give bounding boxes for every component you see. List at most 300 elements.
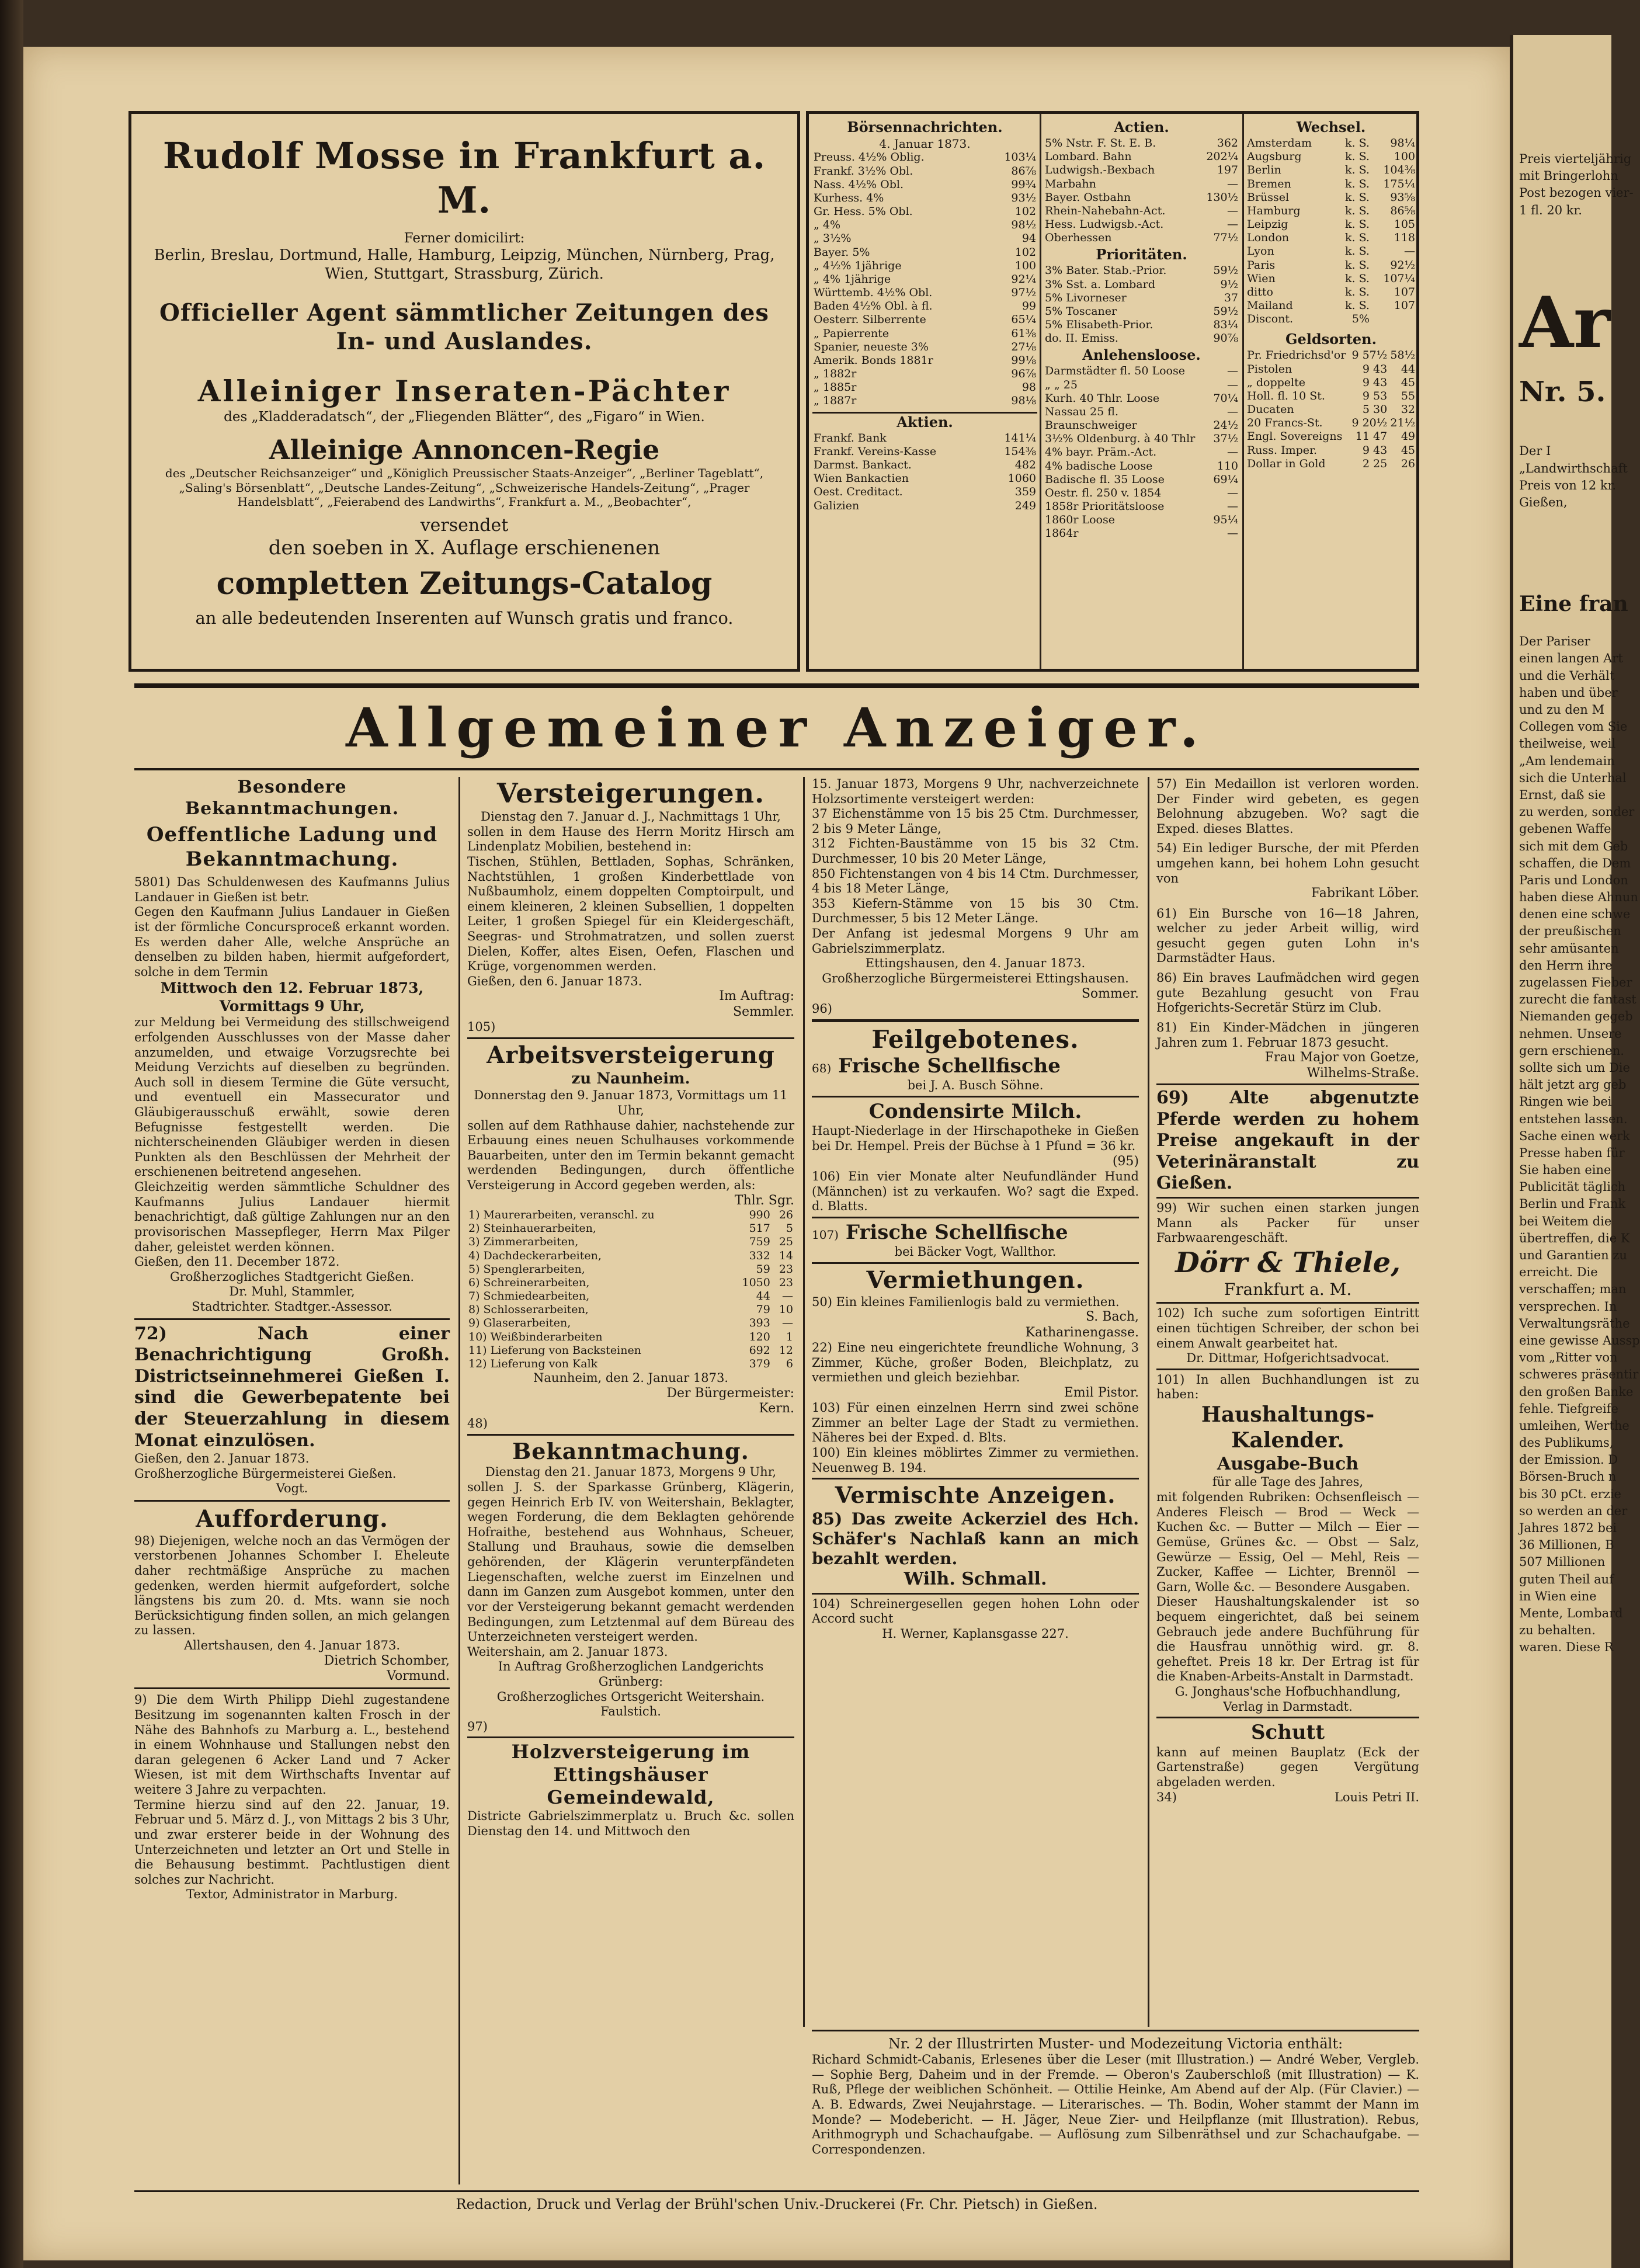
wechsel-cell: 105 <box>1394 218 1415 231</box>
prio-row <box>1044 318 1239 332</box>
adjacent-line: erreicht. Die <box>1519 1265 1598 1280</box>
wechsel-cell: k. S. <box>1344 177 1370 190</box>
adjacent-line: 507 Millionen <box>1519 1555 1606 1569</box>
boerse-row <box>812 218 1037 232</box>
anleh-cell: — <box>1227 405 1238 418</box>
hirsch-place: Gießen, den 6. Januar 1873. <box>467 974 642 988</box>
holz-sign: Großherzogliche Bürgermeisterei Ettingshausen. <box>822 971 1129 985</box>
geld-cell: 11 47 <box>1355 430 1388 443</box>
adjacent-line: eine gewisse Aussp <box>1519 1333 1640 1347</box>
holz-items <box>812 807 1139 926</box>
kalender-intro: 101) In allen Buchhandlungen ist zu haben: <box>1156 1372 1419 1402</box>
wechsel-cell: k. S. <box>1344 245 1370 258</box>
boerse-row <box>812 367 1037 381</box>
geld-cell: 58½ <box>1390 349 1415 362</box>
adjacent-line: den großen Banke <box>1519 1384 1634 1399</box>
holz-continued: 15. Januar 1873, Morgens 9 Uhr, nachverzeichnete Holzsortimente versteigert werden: <box>812 777 1139 806</box>
aktien2-cell: Marbahn <box>1045 177 1096 190</box>
bekannt-auftrag: In Auftrag Großherzoglichen Landgerichts Grünberg: <box>498 1659 764 1689</box>
anleh-row <box>1044 460 1239 473</box>
hirsch-intro: sollen in dem Hause des Herrn Moritz Hirsch am Lindenplatz Mobilien, bestehend in: <box>467 824 794 854</box>
arbeit-cell: 1) Maurerarbeiten, veranschl. zu <box>468 1208 655 1221</box>
geld-cell: 26 <box>1401 457 1415 470</box>
holz-place: Ettingshausen, den 4. Januar 1873. <box>865 956 1086 971</box>
aktien2-title: Actien. <box>1114 119 1169 136</box>
geld-cell: Ducaten <box>1247 403 1294 416</box>
boerse-cell: 96⅞ <box>1011 367 1036 381</box>
mosse-auflage: den soeben in X. Auflage erschienenen <box>268 536 661 560</box>
wechsel-row <box>1246 245 1416 258</box>
geld-cell: 5 30 <box>1362 403 1388 416</box>
geld-cell: 44 <box>1401 362 1415 376</box>
adjacent-line: sollte sich um Die <box>1519 1060 1630 1075</box>
arbeit-number: 48) <box>467 1416 488 1431</box>
adjacent-line: so werden an der <box>1519 1503 1628 1518</box>
prio-cell: 59½ <box>1213 264 1238 277</box>
boerse-aktien-title: Aktien. <box>812 412 1037 430</box>
arbeit-heading: Arbeitsversteigerung <box>487 1041 775 1069</box>
pistor-ad: 22) Eine neu eingerichtete freundliche Wohnung, 3 Zimmer, Küche, großer Boden, Bleichplatz, zu vermiethen und gleich beziehbar. <box>812 1340 1139 1385</box>
aktien2-cell: Rhein-Nahebahn-Act. <box>1045 204 1166 217</box>
aktien2-table <box>1044 137 1239 245</box>
arbeit-cell: 23 <box>779 1262 793 1276</box>
geld-row <box>1246 390 1416 403</box>
doerr-thiele-place: Frankfurt a. M. <box>1224 1280 1352 1300</box>
wechsel-cell: — <box>1404 245 1415 258</box>
kalender-body: Dieser Haushaltungskalender ist so bequem eingerichtet, daß bei seinem Gebrauch jede andere Buchführung für die Hausfrau unnöthig wird. gr. 8. geheftet. Preis 18 kr. Der Ertrag ist für die Knaben-Arbeits-Anstalt in Darmstadt. <box>1156 1595 1419 1684</box>
prio-cell: 3% Bater. Stab.-Prior. <box>1045 264 1167 277</box>
schaefer-name: Wilh. Schmall. <box>904 1569 1047 1590</box>
anleh-cell: 70¼ <box>1213 391 1238 405</box>
aktien2-row <box>1044 204 1239 218</box>
adjacent-line: bei Weitem die <box>1519 1214 1612 1228</box>
boerse-cell: 65¼ <box>1011 313 1036 327</box>
aufforderung-body: 98) Diejenigen, welche noch an das Vermögen der verstorbenen Johannes Schomber I. Eheleute daher rechtmäßige Ansprüche zu machen gedenken, werden hiermit aufgefordert, solche längstens bis zum 20. d. Mts. wann sie noch Berücksichtigung finden sollen, an mich gelangen zu lassen. <box>134 1533 450 1638</box>
kindermaedchen-ad: 81) Ein Kinder-Mädchen in jüngeren Jahren zum 1. Februar 1873 gesucht. <box>1156 1020 1419 1050</box>
wechsel-cell: 107 <box>1394 285 1415 298</box>
pferde-ad: 69) Alte abgenutzte Pferde werden zu hohem Preise angekauft in der Veterinäranstalt zu Gießen. <box>1156 1087 1419 1194</box>
adjacent-price-4: 1 fl. 20 kr. <box>1519 203 1582 217</box>
arbeit-cell: 5) Spenglerarbeiten, <box>468 1262 585 1276</box>
aktien2-cell: Lombard. Bahn <box>1045 150 1132 164</box>
arbeit-cell: — <box>782 1290 793 1303</box>
prio-cell: 37 <box>1224 291 1238 304</box>
arbeit-cell: 12) Lieferung von Kalk <box>468 1357 598 1370</box>
kalender-subtitle: Ausgabe-Buch <box>1217 1453 1359 1474</box>
schellfisch-vendor: bei J. A. Busch Söhne. <box>907 1078 1044 1093</box>
holz-item: 850 Fichtenstangen von 4 bis 14 Ctm. Durchmesser, 4 bis 18 Meter Länge, <box>812 866 1139 896</box>
arbeit-cell: 44 <box>756 1290 770 1303</box>
geld-cell: Dollar in Gold <box>1247 457 1326 470</box>
werner-name: H. Werner, Kaplansgasse 227. <box>882 1626 1069 1641</box>
wechsel-cell: 93⅝ <box>1390 190 1415 204</box>
adjacent-line: zu werden, sonder <box>1519 805 1635 819</box>
landauer-place: Gießen, den 11. December 1872. <box>134 1255 340 1269</box>
anleh-cell: 24½ <box>1213 419 1238 432</box>
boerse-title: Börsennachrichten. <box>847 119 1003 136</box>
boerse-aktien-cell: Galizien <box>814 499 860 512</box>
header-rule-top <box>134 683 1419 688</box>
wechsel-cell: Discont. <box>1247 312 1294 326</box>
boerse-cell: „ 4% <box>814 218 841 232</box>
geld-cell: 20 Francs-St. <box>1247 416 1323 430</box>
wechsel-cell: k. S. <box>1344 137 1370 150</box>
schellfisch-ad: Frische Schellfische <box>838 1054 1061 1078</box>
anleh-row <box>1044 500 1239 513</box>
mosse-domicile-label: Ferner domicilirt: <box>404 231 525 246</box>
boerse-cell: 99 <box>1021 300 1036 313</box>
adjacent-t2: „Landwirthschaft <box>1519 461 1628 475</box>
bekannt-ortsgericht: Großherzogliches Ortsgericht Weitershain. <box>496 1689 765 1704</box>
geld-title: Geldsorten. <box>1285 331 1377 348</box>
prio-cell: 5% Toscaner <box>1045 304 1117 318</box>
boerse-row <box>812 151 1037 164</box>
adjacent-line: „Am lendemain <box>1519 753 1615 768</box>
boerse-aktien-cell: Frankf. Bank <box>814 431 887 444</box>
mosse-agent: Officieller Agent sämmtlicher Zeitungen des In- und Auslandes. <box>159 298 769 355</box>
landauer-intro: Das Schuldenwesen des Kaufmanns Julius Landauer in Gießen ist betr. <box>134 875 450 904</box>
arbeit-cell: 393 <box>749 1317 770 1330</box>
bekannt-heading: Bekanntmachung. <box>512 1438 749 1465</box>
wechsel-cell: k. S. <box>1344 218 1370 231</box>
landauer-date: Mittwoch den 12. Februar 1873, Vormittags 9 Uhr, <box>160 980 424 1015</box>
arbeit-cell: 759 <box>749 1235 770 1249</box>
moebl-ad: 100) Ein kleines möblirtes Zimmer zu vermiethen. Neuenweg B. 194. <box>812 1446 1139 1475</box>
mosse-catalog: completten Zeitungs-Catalog <box>216 565 713 602</box>
arbeit-row <box>467 1235 794 1249</box>
geld-cell: Pistolen <box>1247 362 1292 376</box>
prio-title: Prioritäten. <box>1096 246 1187 263</box>
anleh-table <box>1044 364 1239 540</box>
boerse-cell: „ 1885r <box>814 381 857 394</box>
adjacent-line: den Herrn ihre <box>1519 958 1613 973</box>
boerse-row <box>812 192 1037 205</box>
section-heading: Besondere Bekanntmachungen. <box>185 777 399 819</box>
aktien-column <box>1044 117 1239 666</box>
anleh-cell: — <box>1227 486 1238 499</box>
boerse-cell: Preuss. 4½% Oblig. <box>814 151 925 164</box>
bekannt-date: Dienstag den 21. Januar 1873, Morgens 9 Uhr, <box>485 1465 777 1479</box>
aufforderung-place: Allertshausen, den 4. Januar 1873. <box>183 1638 401 1653</box>
boerse-row <box>812 394 1037 408</box>
boerse-aktien-row <box>812 499 1037 513</box>
wechsel-row <box>1246 286 1416 299</box>
bekannt-number: 97) <box>467 1719 488 1734</box>
boerse-row <box>812 286 1037 300</box>
arbeit-table <box>467 1208 794 1371</box>
wechsel-cell: ditto <box>1247 285 1273 298</box>
anleh-row <box>1044 378 1239 392</box>
arbeit-cell: 120 <box>749 1330 770 1343</box>
hund-ad: 106) Ein vier Monate alter Neufundländer Hund (Männchen) ist zu verkaufen. Wo? sagt die Exped. d. Blatts. <box>812 1169 1139 1214</box>
wechsel-cell: k. S. <box>1344 272 1370 285</box>
kindermaedchen-sign: Frau Major von Goetze, <box>1264 1050 1419 1065</box>
landauer-body: Gegen den Kaufmann Julius Landauer in Gießen ist der förmliche Concursproceß erkannt worden. Es werden daher Alle, welche Ansprüche an denselben zu bilden haben, hiermit aufgefordert, solche in dem Termin <box>134 905 450 979</box>
boerse-cell: 102 <box>1014 205 1036 218</box>
arbeit-row <box>467 1263 794 1276</box>
aktien2-cell: Oberhessen <box>1045 231 1112 245</box>
schaefer-ad: 85) Das zweite Ackerziel des Hch. Schäfer's Nachlaß kann an mich bezahlt werden. <box>812 1509 1139 1568</box>
bach-street: Katharinengasse. <box>1025 1325 1139 1340</box>
wechsel-column <box>1246 117 1416 666</box>
diehl-sign: Textor, Administrator in Marburg. <box>186 1887 398 1902</box>
holz-start: Der Anfang ist jedesmal Morgens 9 Uhr am Gabrielszimmerplatz. <box>812 926 1139 956</box>
arbeit-row <box>467 1331 794 1344</box>
adjacent-line: Paris und London <box>1519 873 1628 887</box>
arbeit-cell: 12 <box>779 1343 793 1357</box>
prio-cell: 5% Elisabeth-Prior. <box>1045 318 1153 332</box>
anleh-row <box>1044 473 1239 487</box>
aktien2-row <box>1044 164 1239 177</box>
adjacent-line: zurecht die fantast <box>1519 992 1636 1007</box>
victoria-notice <box>812 2036 1419 2187</box>
arbeit-cell: 9) Glaserarbeiten, <box>468 1317 571 1330</box>
aktien2-cell: 197 <box>1217 164 1238 177</box>
zimmer-ad: 103) Für einen einzelnen Herrn sind zwei schöne Zimmer an belter Lage der Stadt zu vermiethen. Näheres bei der Exped. d. Blts. <box>812 1401 1139 1445</box>
adjacent-line: Jahres 1872 bei <box>1519 1521 1617 1536</box>
boerse-table <box>812 151 1037 408</box>
aufforderung-heading: Aufforderung. <box>196 1505 388 1533</box>
wechsel-cell: Paris <box>1247 258 1276 272</box>
boerse-aktien-cell: Oest. Creditact. <box>814 485 903 499</box>
geld-row <box>1246 444 1416 457</box>
adjacent-line: waren. Diese R <box>1519 1640 1614 1655</box>
mosse-title: Rudolf Mosse in Frankfurt a. M. <box>162 134 766 221</box>
boerse-row <box>812 273 1037 286</box>
hirsch-auftrag: Im Auftrag: <box>719 989 794 1004</box>
arbeit-cell: 332 <box>749 1249 770 1262</box>
geld-cell: 45 <box>1401 376 1415 389</box>
arbeit-sign-title: Der Bürgermeister: <box>666 1385 794 1401</box>
milch-number: (95) <box>1112 1154 1139 1169</box>
adjacent-line: Börsen-Bruch n <box>1519 1470 1617 1484</box>
prio-cell: 90⅞ <box>1213 332 1238 345</box>
aktien2-cell: 77½ <box>1213 231 1238 245</box>
boerse-cell: „ 4% 1jährige <box>814 272 891 286</box>
aufforderung-role: Vormund. <box>387 1669 450 1684</box>
boerse-row <box>812 313 1037 327</box>
aktien2-cell: — <box>1227 218 1238 231</box>
anleh-cell: Badische fl. 35 Loose <box>1045 473 1165 486</box>
laufmaedchen-ad: 86) Ein braves Laufmädchen wird gegen gute Bezahlung gesucht von Frau Hofgerichts-Secretär Stürz im Club. <box>1156 971 1419 1015</box>
prio-row <box>1044 332 1239 345</box>
wechsel-cell: k. S. <box>1344 164 1370 177</box>
boerse-cell: „ 1887r <box>814 394 857 408</box>
geld-cell: „ doppelte <box>1247 376 1306 389</box>
arbeit-place: zu Naunheim. <box>571 1069 690 1088</box>
milch-body: Haupt-Niederlage in der Hirschapotheke in Gießen bei Dr. Hempel. Preis der Büchse à 1 Pfund = 36 kr. <box>812 1124 1139 1153</box>
anleh-cell: 4% badische Loose <box>1045 459 1153 473</box>
geld-cell: 9 20½ <box>1351 416 1388 430</box>
vermiethungen-heading: Vermiethungen. <box>866 1266 1085 1294</box>
wechsel-cell: k. S. <box>1344 190 1370 204</box>
arbeit-cell: 11) Lieferung von Backsteinen <box>468 1343 641 1357</box>
wechsel-row <box>1246 218 1416 231</box>
holz-number: 96) <box>812 1001 832 1016</box>
arbeit-cell: 7) Schmiedearbeiten, <box>468 1290 590 1303</box>
kalender-sign: G. Jonghaus'sche Hofbuchhandlung, Verlag in Darmstadt. <box>1175 1684 1401 1714</box>
kalender-fuer: für alle Tage des Jahres, <box>1212 1475 1364 1489</box>
arbeit-row <box>467 1317 794 1330</box>
arbeit-cell: 1 <box>786 1330 793 1343</box>
aktien2-cell: Bayer. Ostbahn <box>1045 190 1131 204</box>
adjacent-line: des Publikums, <box>1519 1436 1614 1450</box>
boerse-cell: 100 <box>1014 259 1036 272</box>
column-1 <box>134 777 450 2184</box>
aktien2-cell: 130½ <box>1206 190 1238 204</box>
anleh-row <box>1044 392 1239 405</box>
boerse-cell: Gr. Hess. 5% Obl. <box>814 205 913 218</box>
schutt-body: kann auf meinen Bauplatz (Eck der Gartenstraße) gegen Vergütung abgeladen werden. <box>1156 1745 1419 1789</box>
adjacent-line: guten Theil auf <box>1519 1572 1614 1586</box>
boerse-row <box>812 232 1037 245</box>
mosse-regie: Alleinige Annoncen-Regie <box>269 434 660 466</box>
schreiber-ad: 102) Ich suche zum sofortigen Eintritt einen tüchtigen Schreiber, der schon bei einem Anwalt gearbeitet hat. <box>1156 1306 1419 1350</box>
aktien2-cell: Ludwigsh.-Bexbach <box>1045 164 1155 177</box>
aktien2-cell: Hess. Ludwigsb.-Act. <box>1045 218 1164 231</box>
adjacent-line: gern erschienen. <box>1519 1043 1624 1058</box>
bach-name: S. Bach, <box>1085 1310 1139 1325</box>
boerse-cell: „ Papierrente <box>814 327 890 340</box>
anleh-cell: 1864r <box>1045 527 1079 540</box>
adjacent-line: umleihen, Werthe <box>1519 1418 1629 1433</box>
holz-item: 37 Eichenstämme von 15 bis 25 Ctm. Durchmesser, 2 bis 9 Meter Länge, <box>812 807 1139 836</box>
arbeit-cell: 59 <box>756 1262 770 1276</box>
boerse-cell: 99⅛ <box>1011 353 1036 367</box>
gewerbepatente-name: Vogt. <box>276 1481 308 1496</box>
boerse-aktien-cell: 249 <box>1014 499 1036 512</box>
anleh-row <box>1044 432 1239 446</box>
victoria-body: Richard Schmidt-Cabanis, Erlesenes über die Leser (mit Illustration.) — André Weber, Vergleb. — Sophie Berg, Daheim und in der Fremde. — Oberon's Zauberschloß (mit Illustration) — K. Ruß, Pflege der weiblichen Schönheit. — Ottilie Heinke, Am Abend auf der Alp. (Für Clavier.) — A. B. Edwards, Zwei Neujahrstage. — Literarisches. — Th. Bodin, Woher stammt der Mann im Monde? — Modebericht. — H. Jäger, Neue Zier- und Heilpflanze (mit Illustration). Rebus, Arithmogryph und Schachaufgabe. — Auflösung zum Silbenräthsel und zur Schachaufgabe. — Correspondenzen. <box>812 2052 1419 2156</box>
schutt-sign: Louis Petri II. <box>1334 1790 1419 1804</box>
anleh-row <box>1044 487 1239 500</box>
holz-item: 353 Kiefern-Stämme von 15 bis 30 Ctm. Durchmesser, 5 bis 12 Meter Länge. <box>812 896 1139 926</box>
ladung-heading: Oeffentliche Ladung und Bekanntmachung. <box>146 823 438 871</box>
geld-cell: 55 <box>1401 389 1415 402</box>
bekannt-name: Faulstich. <box>600 1704 661 1719</box>
adjacent-text-lines <box>1519 634 1640 1655</box>
bekannt-place: Weitershain, am 2. Januar 1873. <box>467 1644 668 1659</box>
arbeit-cell: 692 <box>749 1343 770 1357</box>
boerse-aktien-row <box>812 432 1037 445</box>
boerse-cell: Nass. 4½% Obl. <box>814 178 904 191</box>
aktien2-row <box>1044 137 1239 150</box>
adjacent-line: Niemanden gegeb <box>1519 1009 1633 1024</box>
medaillon-ad: 57) Ein Medaillon ist verloren worden. Der Finder wird gebeten, es gegen Belohnung abzugeben. Wo? sagt die Exped. dieses Blattes. <box>1156 777 1419 836</box>
anleh-cell: 1860r Loose <box>1045 513 1115 527</box>
adjacent-line: Der Pariser <box>1519 634 1590 649</box>
geld-cell: 9 53 <box>1362 389 1388 402</box>
aktien2-cell: 5% Nstr. F. St. E. B. <box>1045 137 1156 150</box>
adjacent-line: haben und über <box>1519 685 1618 700</box>
schreiber-sign: Dr. Dittmar, Hofgerichtsadvocat. <box>1186 1351 1389 1366</box>
adjacent-line: entstehen lassen. <box>1519 1112 1628 1126</box>
anleh-cell: 1858r Prioritätsloose <box>1045 500 1165 513</box>
boerse-cell: 98 <box>1021 381 1036 394</box>
wechsel-cell: k. S. <box>1344 204 1370 217</box>
adjacent-line: verschaffen; man <box>1519 1282 1627 1297</box>
wechsel-row <box>1246 150 1416 164</box>
boerse-aktien-cell: Frankf. Vereins-Kasse <box>814 444 937 458</box>
adjacent-line: schweres präsentir <box>1519 1367 1639 1382</box>
holz-intro: Districte Gabrielszimmerplatz u. Bruch &c. sollen Dienstag den 14. und Mittwoch den <box>467 1809 794 1839</box>
landauer-body-3: Gleichzeitig werden sämmtliche Schuldner des Kaufmanns Julius Landauer hiermit benachrichtigt, daß gültige Zahlungen nur an den provisorischen Massepfleger, Herrn Max Pilger daher, geleistet werden können. <box>134 1180 450 1254</box>
boerse-cell: 61⅜ <box>1011 327 1036 340</box>
schutt-number: 34) <box>1156 1790 1177 1804</box>
boerse-cell: Amerik. Bonds 1881r <box>814 353 933 367</box>
schellfisch2-ad: Frische Schellfische <box>845 1220 1068 1244</box>
boerse-cell: 86⅞ <box>1011 164 1036 178</box>
boerse-aktien-table <box>812 432 1037 513</box>
packer-ad: 99) Wir suchen einen starken jungen Mann als Packer für unser Farbwaarengeschäft. <box>1156 1200 1419 1245</box>
adjacent-line: übertreffen, die K <box>1519 1231 1630 1245</box>
wechsel-cell: k. S. <box>1344 150 1370 164</box>
adjacent-line: denen eine schwe <box>1519 907 1631 922</box>
boerse-aktien-row <box>812 459 1037 472</box>
prio-cell: 3% Sst. a. Lombard <box>1045 277 1155 291</box>
wechsel-cell: Brüssel <box>1247 190 1290 204</box>
hirsch-number: 105) <box>467 1020 496 1034</box>
anleh-cell: 69¼ <box>1213 473 1238 486</box>
boerse-row <box>812 354 1037 367</box>
adjacent-t1: Der I <box>1519 444 1551 459</box>
anleh-cell: 95¼ <box>1213 513 1238 527</box>
boerse-cell: Bayer. 5% <box>814 245 870 259</box>
adjacent-line: der preußischen <box>1519 924 1621 939</box>
header-rule-bottom <box>134 768 1419 770</box>
column-4 <box>1156 777 1419 2027</box>
arbeit-cell: 10) Weißbinderarbeiten <box>468 1330 603 1343</box>
wechsel-cell: Bremen <box>1247 177 1291 190</box>
schellfisch-number: 68) <box>812 1061 832 1075</box>
boerse-cell: 97½ <box>1011 286 1036 300</box>
arbeit-cell: 517 <box>749 1222 770 1235</box>
bursche2-ad: 61) Ein Bursche von 16—18 Jahren, welcher zu jeder Arbeit willig, wird gesucht gegen guten Lohn in's Darmstädter Haus. <box>1156 906 1419 965</box>
wechsel-title: Wechsel. <box>1296 119 1366 136</box>
arbeit-row <box>467 1303 794 1317</box>
boerse-cell: 102 <box>1014 245 1036 259</box>
schutt-heading: Schutt <box>1250 1721 1325 1745</box>
boerse-cell: Württemb. 4½% Obl. <box>814 286 933 300</box>
landauer-court: Großherzogliches Stadtgericht Gießen. <box>169 1269 415 1284</box>
anleh-row <box>1044 405 1239 419</box>
diehl-body: 9) Die dem Wirth Philipp Diehl zugestandene Besitzung im sogenannten kalten Frosch in der Nähe des Bahnhofs zu Marburg a. L., bestehend in einem Wohnhause und Stallungen nebst den daran gelegenen 6 Acker Land und 7 Acker Wiesen, ist mit dem Wirthschafts Inventar auf weitere 3 Jahre zu verpachten. <box>134 1693 450 1797</box>
anleh-cell: „ „ 25 <box>1045 378 1078 391</box>
wechsel-cell: 92½ <box>1390 258 1415 272</box>
holz-heading: Holzversteigerung im Ettingshäuser Gemeindewald, <box>511 1741 750 1809</box>
wechsel-cell: Berlin <box>1247 164 1281 177</box>
adjacent-price-1: Preis vierteljährig <box>1519 152 1632 166</box>
aktien2-row <box>1044 218 1239 231</box>
arbeit-cell: 25 <box>779 1235 793 1249</box>
boerse-cell: Oesterr. Silberrente <box>814 313 926 327</box>
boerse-aktien-cell: 154⅜ <box>1004 444 1036 458</box>
wechsel-cell: 175¼ <box>1383 177 1415 190</box>
holz-item: 312 Fichten-Baustämme von 15 bis 32 Ctm. Durchmesser, 10 bis 20 Meter Länge, <box>812 836 1139 866</box>
wechsel-table <box>1246 137 1416 326</box>
prio-cell: 83¼ <box>1213 318 1238 332</box>
arbeit-cell: 4) Dachdeckerarbeiten, <box>468 1249 602 1262</box>
boerse-aktien-cell: Wien Bankactien <box>814 472 909 485</box>
geld-row <box>1246 376 1416 390</box>
aktien2-row <box>1044 191 1239 204</box>
boerse-aktien-row <box>812 445 1037 459</box>
arbeit-cell: 79 <box>756 1303 770 1317</box>
prio-table <box>1044 264 1239 345</box>
hirsch-items: Tischen, Stühlen, Bettladen, Sophas, Schränken, Nachtstühlen, 1 großen Kinderbettlade von Nußbaumholz, einem doppelten Comptoirpult, und einem kleineren, 2 kleinen Subsellien, 1 doppelten Leiter, 1 großen Spiegel für ein Kleidergeschäft, Seegras- und Strohmatratzen, und sollen zuerst Dielen, Koffer, altes Eisen, Oefen, Flaschen und Krüge, vorgenommen werden. <box>467 854 794 974</box>
arbeit-cell: 6 <box>786 1357 793 1370</box>
adjacent-line: vom „Ritter von <box>1519 1350 1618 1365</box>
